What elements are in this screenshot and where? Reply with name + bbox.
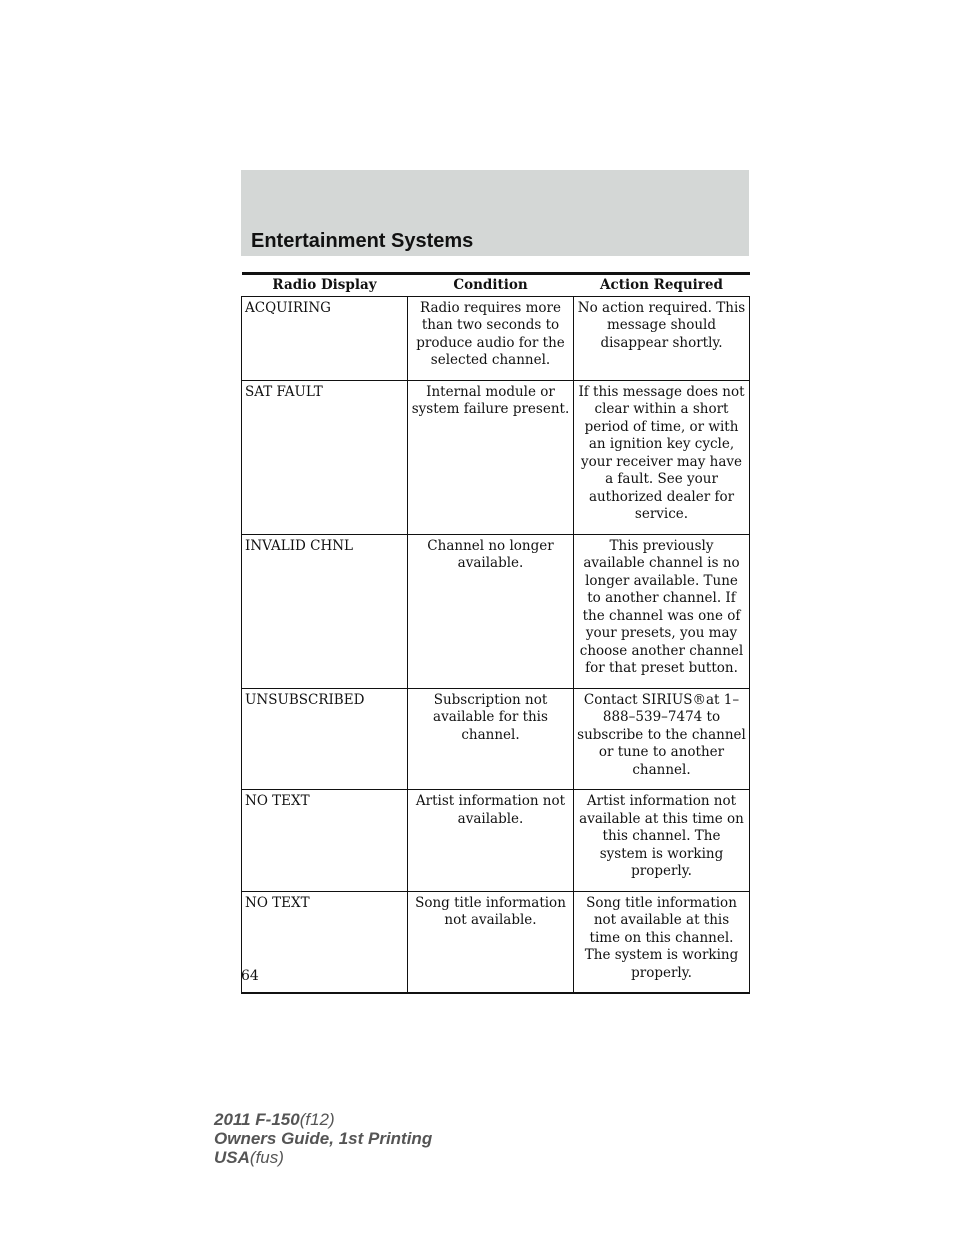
footer-line-printing — [214, 1129, 432, 1148]
footer-line-market — [214, 1148, 432, 1167]
cell-radio-display: ACQUIRING — [242, 296, 408, 380]
table-row — [242, 380, 750, 534]
cell-action-required: This previously available channel is no longer available. Tune to another channel. If the channel was one of your presets, you may choose another channel for that preset button. — [574, 534, 750, 688]
section-header-band — [241, 170, 749, 256]
column-header-radio-display: Radio Display — [242, 274, 408, 297]
section-title: Entertainment Systems — [251, 230, 474, 252]
cell-condition: Song title information not available. — [408, 891, 574, 993]
radio-display-table — [241, 272, 750, 994]
cell-condition: Artist information not available. — [408, 790, 574, 892]
footer-market-code: (fus) — [249, 1148, 284, 1167]
table-row — [242, 891, 750, 993]
cell-radio-display: SAT FAULT — [242, 380, 408, 534]
table-row — [242, 688, 750, 790]
print-footer — [214, 1110, 432, 1167]
table-header-row — [242, 274, 750, 297]
cell-radio-display: NO TEXT — [242, 891, 408, 993]
footer-model-code: (f12) — [299, 1110, 335, 1129]
footer-model: 2011 F-150 — [214, 1110, 300, 1129]
footer-line-model — [214, 1110, 432, 1129]
cell-action-required: Contact SIRIUS®at 1–888–539–7474 to subscribe to the channel or tune to another channel. — [574, 688, 750, 790]
cell-action-required: If this message does not clear within a short period of time, or with an ignition key cycle, your receiver may have a fault. See your authorized dealer for service. — [574, 380, 750, 534]
cell-action-required: Song title information not available at this time on this channel. The system is working properly. — [574, 891, 750, 993]
cell-radio-display: UNSUBSCRIBED — [242, 688, 408, 790]
column-header-condition: Condition — [408, 274, 574, 297]
page-number: 64 — [241, 968, 259, 984]
column-header-action-required: Action Required — [574, 274, 750, 297]
cell-condition: Radio requires more than two seconds to produce audio for the selected channel. — [408, 296, 574, 380]
cell-condition: Subscription not available for this channel. — [408, 688, 574, 790]
cell-condition: Internal module or system failure present. — [408, 380, 574, 534]
cell-condition: Channel no longer available. — [408, 534, 574, 688]
cell-action-required: Artist information not available at this time on this channel. The system is working properly. — [574, 790, 750, 892]
cell-action-required: No action required. This message should disappear shortly. — [574, 296, 750, 380]
cell-radio-display: NO TEXT — [242, 790, 408, 892]
footer-market: USA — [214, 1148, 250, 1167]
table-row — [242, 296, 750, 380]
table-row — [242, 534, 750, 688]
footer-printing: Owners Guide, 1st Printing — [214, 1129, 433, 1148]
table-row — [242, 790, 750, 892]
cell-radio-display: INVALID CHNL — [242, 534, 408, 688]
